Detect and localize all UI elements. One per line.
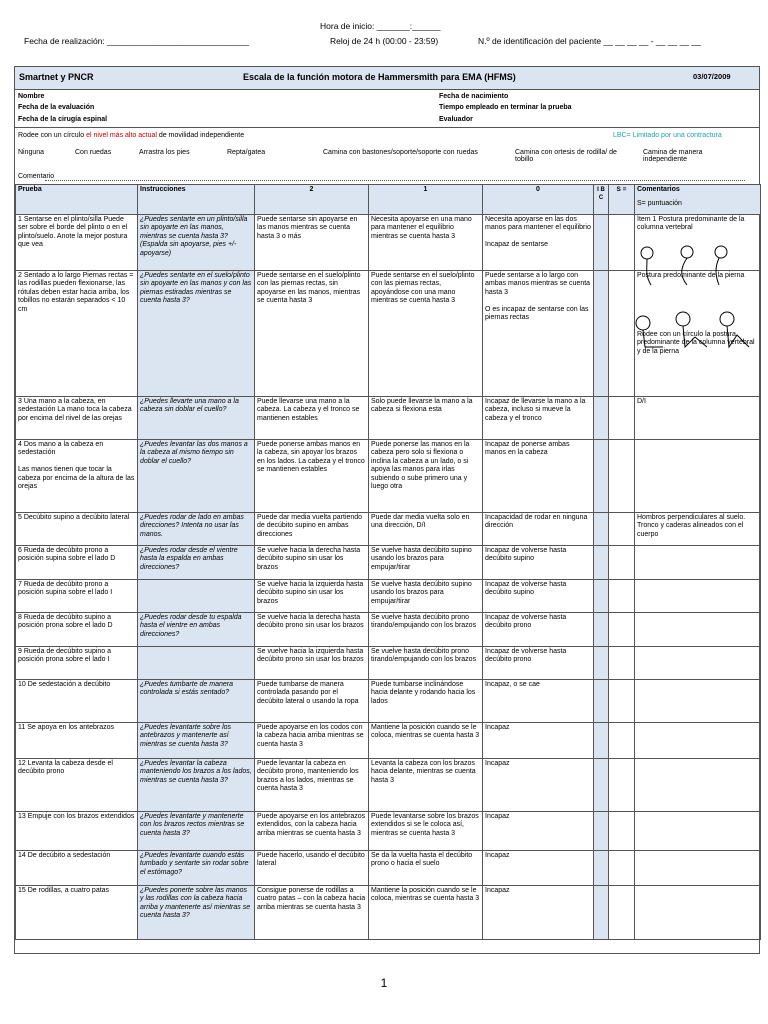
ibc-cell[interactable]	[594, 215, 609, 271]
title-bar	[15, 67, 759, 90]
prompt-text: Rodee con un círculo	[18, 132, 87, 139]
comment-cell	[635, 580, 761, 613]
score-input-cell[interactable]	[609, 759, 635, 812]
score-1-cell: Se da la vuelta hasta el decúbito prono o hacia el suelo	[369, 851, 483, 886]
prompt-highlight: el nivel más alto actual	[86, 132, 157, 139]
score-2-cell: Puede hacerlo, usando el decúbito lateral	[255, 851, 369, 886]
table-row	[16, 647, 761, 680]
instruction-cell: ¿Puedes llevarte una mano a la cabeza sin doblar el cuello?	[138, 397, 255, 440]
lbc-note: LBC= Limitado por una contractura	[613, 132, 722, 139]
mobility-option[interactable]: Camina de manera independiente	[643, 149, 703, 163]
score-0-cell: Incapaz de volverse hasta decúbito prono	[483, 647, 594, 680]
form-date: 03/07/2009	[693, 72, 731, 81]
score-0-cell: Incapaz de ponerse ambas manos en la cabeza	[483, 440, 594, 513]
test-cell: 13 Empuje con los brazos extendidos	[16, 812, 138, 851]
table-row	[16, 812, 761, 851]
score-1-cell: Se vuelve hasta decúbito prono tirando/empujando con los brazos	[369, 647, 483, 680]
score-input-cell[interactable]	[609, 851, 635, 886]
score-2-cell: Se vuelve hacia la derecha hasta decúbito prono sin usar los brazos	[255, 613, 369, 647]
score-input-cell[interactable]	[609, 440, 635, 513]
comments-title: Comentarios	[637, 186, 680, 193]
table-row	[16, 886, 761, 940]
leg-figure-straight	[636, 316, 663, 347]
test-cell: 2 Sentado a lo largo Piernas rectas = las rodillas pueden flexionarse, las rótulas deben estar hacia arriba, los tobillos no estarán separados < 10 cm	[16, 271, 138, 397]
score-1-cell: Se vuelve hasta decúbito supino usando los brazos para empujar/tirar	[369, 546, 483, 580]
instruction-cell: ¿Puedes levantar la cabeza manteniendo los brazos a los lados, mientras se cuenta hasta 3?	[138, 759, 255, 812]
comment-cell	[635, 647, 761, 680]
date-done-field[interactable]: Fecha de realización: ______________________________	[24, 36, 249, 46]
birth-date-field[interactable]: Fecha de nacimiento	[439, 93, 509, 100]
comment-cell	[635, 613, 761, 647]
ibc-cell[interactable]	[594, 546, 609, 580]
score-2-cell: Puede ponerse ambas manos en la cabeza, sin apoyar los brazos en los lados. La cabeza y el tronco se mantienen estables	[255, 440, 369, 513]
col-header-test: Prueba	[16, 185, 138, 215]
mobility-option[interactable]: Camina con ortesis de rodilla/ de tobillo	[515, 149, 617, 163]
score-1-cell: Mantiene la posición cuando se le coloca, mientras se cuenta hasta 3	[369, 886, 483, 940]
spine-figure-straight	[641, 247, 653, 285]
comment-cell	[635, 812, 761, 851]
start-time-field[interactable]: Hora de inicio: _______:______	[320, 21, 441, 31]
mobility-option[interactable]: Repta/gatea	[227, 149, 266, 156]
mobility-option[interactable]: Arrastra los pies	[139, 149, 190, 156]
ibc-cell[interactable]	[594, 580, 609, 613]
spine-figure-curved	[681, 246, 693, 285]
mobility-option[interactable]: Camina con bastones/soporte/soporte con ruedas	[323, 149, 478, 156]
table-row	[16, 397, 761, 440]
score-0-cell: Incapaz	[483, 812, 594, 851]
comment-line[interactable]	[45, 172, 745, 181]
table-row	[16, 680, 761, 723]
score-1-cell: Puede levantarse sobre los brazos extendidos si se le coloca así, mientras se cuenta hasta 3	[369, 812, 483, 851]
score-0-cell: Incapaz de volverse hasta decúbito supino	[483, 546, 594, 580]
test-cell: 7 Rueda de decúbito prono a posición supina sobre el lado I	[16, 580, 138, 613]
test-cell: 1 Sentarse en el plinto/silla Puede ser sobre el borde del plinto o en el plinto/suelo. Anote la mejor postura que vea	[16, 215, 138, 271]
score-2-cell: Puede dar media vuelta partiendo de decúbito supino en ambas direcciones	[255, 513, 369, 546]
score-2-cell: Puede apoyarse en los codos con la cabeza hacia arriba mientras se cuenta hasta 3	[255, 723, 369, 759]
test-cell: 6 Rueda de decúbito prono a posición supina sobre el lado D	[16, 546, 138, 580]
score-input-cell[interactable]	[609, 647, 635, 680]
instruction-cell: ¿Puedes tumbarte de manera controlada si estás sentado?	[138, 680, 255, 723]
ibc-cell[interactable]	[594, 613, 609, 647]
instruction-cell: ¿Puedes levantar las dos manos a la cabeza al mismo tiempo sin doblar el cuello?	[138, 440, 255, 513]
ibc-cell[interactable]	[594, 397, 609, 440]
comment-cell	[635, 680, 761, 723]
table-row	[16, 440, 761, 513]
score-2-cell: Puede tumbarse de manera controlada pasando por el decúbito lateral o usando la ropa	[255, 680, 369, 723]
score-0-cell: Puede sentarse a lo largo con ambas manos mientras se cuenta hasta 3 O es incapaz de sentarse con las piernas rectas	[483, 271, 594, 397]
col-header-s: S =	[609, 185, 635, 215]
instruction-cell: ¿Puedes rodar de lado en ambas direcciones? Intenta no usar las manos.	[138, 513, 255, 546]
score-0-cell: Incapacidad de rodar en ninguna dirección	[483, 513, 594, 546]
score-0-cell: Incapaz	[483, 851, 594, 886]
score-2-cell: Se vuelve hacia la izquierda hasta decúbito supino sin usar los brazos	[255, 580, 369, 613]
clock-label: Reloj de 24 h (00:00 - 23:59)	[330, 36, 439, 46]
comment-cell: Hombros perpendiculares al suelo. Tronco y caderas alineados con el cuerpo	[635, 513, 761, 546]
ibc-cell[interactable]	[594, 680, 609, 723]
ibc-cell[interactable]	[594, 513, 609, 546]
score-0-cell: Incapaz, o se cae	[483, 680, 594, 723]
score-2-cell: Puede sentarse en el suelo/plinto con las piernas rectas, sin apoyarse en las manos, mientras se cuenta hasta 3	[255, 271, 369, 397]
mobility-option[interactable]: Ninguna	[18, 149, 45, 156]
instruction-cell	[138, 647, 255, 680]
score-0-cell: Incapaz	[483, 759, 594, 812]
score-1-cell: Se vuelve hasta decúbito supino usando los brazos para empujar/tirar	[369, 580, 483, 613]
org-title: Smartnet y PNCR	[19, 72, 94, 82]
col-header-comments	[635, 185, 761, 215]
comment-cell	[635, 546, 761, 580]
test-cell: 14 De decúbito a sedestación	[16, 851, 138, 886]
instruction-cell: ¿Puedes sentarte en un plinto/silla sin apoyarte en las manos, mientras se cuenta hasta 3? (Espalda sin apoyarse, pies +/- apoyarse)	[138, 215, 255, 271]
table-row	[16, 723, 761, 759]
divider	[15, 127, 759, 128]
score-0-cell: Incapaz de llevarse la mano a la cabeza, incluso si mueve la cabeza y el tronco	[483, 397, 594, 440]
score-2-cell: Consigue ponerse de rodillas a cuatro patas – con la cabeza hacia arriba mientras se cuenta hasta 3	[255, 886, 369, 940]
test-cell: 5 Decúbito supino a decúbito lateral	[16, 513, 138, 546]
col-header-instructions: Instrucciones	[138, 185, 255, 215]
table-row	[16, 851, 761, 886]
test-cell: 3 Una mano a la cabeza, en sedestación La mano toca la cabeza por encima del nivel de las orejas	[16, 397, 138, 440]
mobility-prompt	[18, 132, 244, 139]
comment-cell: Ítem 1 Postura predominante de la columna vertebral	[635, 215, 761, 271]
score-input-cell[interactable]	[609, 546, 635, 580]
test-cell: 4 Dos mano a la cabeza en sedestación Las manos tienen que tocar la cabeza por encima de la altura de las orejas	[16, 440, 138, 513]
test-cell: 15 De rodillas, a cuatro patas	[16, 886, 138, 940]
test-cell: 10 De sedestación a decúbito	[16, 680, 138, 723]
ibc-cell[interactable]	[594, 271, 609, 397]
comment-cell	[635, 759, 761, 812]
time-taken-field[interactable]: Tiempo empleado en terminar la prueba	[439, 104, 572, 111]
patient-id-field[interactable]: N.º de identificación del paciente __ __ __ __ - __ __ __ __	[478, 36, 701, 46]
test-cell: 9 Rueda de decúbito supino a posición prona sobre el lado I	[16, 647, 138, 680]
score-2-cell: Se vuelve hacia la derecha hasta decúbito supino sin usar los brazos	[255, 546, 369, 580]
instruction-cell: ¿Puedes rodar desde el vientre hasta la espalda en ambas direcciones?	[138, 546, 255, 580]
score-1-cell: Puede ponerse las manos en la cabeza pero solo si flexiona o inclina la cabeza a un lado, o si apoya las manos para irlas subiendo o sube primero una y luego otra	[369, 440, 483, 513]
score-input-cell[interactable]	[609, 397, 635, 440]
surgery-date-field[interactable]: Fecha de la cirugía espinal	[18, 116, 108, 123]
instruction-cell: ¿Puedes levantarte sobre los antebrazos y mantenerte así mientras se cuenta hasta 3?	[138, 723, 255, 759]
comment-cell	[635, 723, 761, 759]
score-1-cell: Necesita apoyarse en una mano para mantener el equilibrio mientras se cuenta hasta 3	[369, 215, 483, 271]
score-2-cell: Puede llevarse una mano a la cabeza. La cabeza y el tronco se mantienen estables	[255, 397, 369, 440]
score-input-cell[interactable]	[609, 613, 635, 647]
scale-title: Escala de la función motora de Hammersmith para EMA (HFMS)	[243, 72, 516, 82]
ibc-cell[interactable]	[594, 886, 609, 940]
leg-figure-flexed	[720, 312, 749, 347]
score-1-cell: Puede tumbarse inclinándose hacia delante y rodando hacia los lados	[369, 680, 483, 723]
score-2-cell: Se vuelve hacia la izquierda hasta decúbito prono sin usar los brazos	[255, 647, 369, 680]
col-header-ibc: I B C	[594, 185, 609, 215]
comment-cell	[635, 886, 761, 940]
ibc-cell[interactable]	[594, 723, 609, 759]
ibc-cell[interactable]	[594, 440, 609, 513]
score-0-cell: Incapaz de volverse hasta decúbito supino	[483, 580, 594, 613]
table-row	[16, 546, 761, 580]
instruction-cell: ¿Puedes levantarte y mantenerte con los brazos rectos mientras se cuenta hasta 3?	[138, 812, 255, 851]
score-1-cell: Se vuelve hasta decúbito prono tirando/empujando con los brazos	[369, 613, 483, 647]
table-header-row	[16, 185, 761, 215]
instruction-cell: ¿Puedes rodar desde tu espalda hasta el vientre en ambas direcciones?	[138, 613, 255, 647]
instruction-cell	[138, 580, 255, 613]
col-header-score-2: 2	[255, 185, 369, 215]
prompt-text-end: de movilidad independiente	[156, 132, 245, 139]
score-input-cell[interactable]	[609, 513, 635, 546]
table-row	[16, 513, 761, 546]
score-2-cell: Puede levantar la cabeza en decúbito prono, manteniendo los brazos a los lados, mientras se cuenta hasta 3	[255, 759, 369, 812]
instruction-cell: ¿Puedes levantarte cuando estás tumbado y sentarte sin rodar sobre el estómago?	[138, 851, 255, 886]
ibc-cell[interactable]	[594, 851, 609, 886]
comments-note: S= puntuación	[637, 200, 682, 208]
score-input-cell[interactable]	[609, 680, 635, 723]
col-header-score-0: 0	[483, 185, 594, 215]
score-0-cell: Incapaz de volverse hasta decúbito prono	[483, 613, 594, 647]
table-row	[16, 759, 761, 812]
table-row	[16, 580, 761, 613]
spine-figure-forward	[715, 246, 727, 285]
page-number: 1	[380, 976, 388, 990]
mobility-option[interactable]: Con ruedas	[75, 149, 112, 156]
comment-cell	[635, 851, 761, 886]
form-box	[14, 66, 760, 954]
ibc-cell[interactable]	[594, 647, 609, 680]
col-header-score-1: 1	[369, 185, 483, 215]
eval-date-field[interactable]: Fecha de la evaluación	[18, 104, 95, 111]
ibc-cell[interactable]	[594, 759, 609, 812]
score-input-cell[interactable]	[609, 723, 635, 759]
comment-cell: Postura predominante de la pierna Rodee con un círculo la postura predominante de la columna vertebral y de la pierna	[635, 271, 761, 397]
score-1-cell: Levanta la cabeza con los brazos hacia delante, mientras se cuenta hasta 3	[369, 759, 483, 812]
table-row	[16, 613, 761, 647]
comment-cell: D/I	[635, 397, 761, 440]
comment-cell	[635, 440, 761, 513]
leg-figure-bent	[676, 312, 707, 347]
posture-figures	[633, 243, 753, 371]
test-cell: 11 Se apoya en los antebrazos	[16, 723, 138, 759]
score-input-cell[interactable]	[609, 812, 635, 851]
score-0-cell: Incapaz	[483, 723, 594, 759]
score-1-cell: Puede sentarse en el suelo/plinto con las piernas rectas, apoyándose con una mano mientras se cuenta hasta 3	[369, 271, 483, 397]
instruction-cell: ¿Puedes ponerte sobre las manos y las rodillas con la cabeza hacia arriba y mantenerte así mientras se cuenta hasta 3?	[138, 886, 255, 940]
score-1-cell: Mantiene la posición cuando se le coloca, mientras se cuenta hasta 3	[369, 723, 483, 759]
score-0-cell: Necesita apoyarse en las dos manos para mantener el equilibrio Incapaz de sentarse	[483, 215, 594, 271]
score-input-cell[interactable]	[609, 271, 635, 397]
instruction-cell: ¿Puedes sentarte en el suelo/plinto sin apoyarte en las manos y con las piernas estiradas mientras se cuenta hasta 3?	[138, 271, 255, 397]
score-input-cell[interactable]	[609, 215, 635, 271]
name-field[interactable]: Nombre	[18, 93, 45, 100]
score-input-cell[interactable]	[609, 580, 635, 613]
score-input-cell[interactable]	[609, 886, 635, 940]
comment-label: Comentario	[18, 173, 55, 180]
score-2-cell: Puede sentarse sin apoyarse en las manos mientras se cuenta hasta 3 o más	[255, 215, 369, 271]
evaluator-field[interactable]: Evaluador	[439, 116, 473, 123]
test-cell: 8 Rueda de decúbito supino a posición prona sobre el lado D	[16, 613, 138, 647]
ibc-cell[interactable]	[594, 812, 609, 851]
score-1-cell: Solo puede llevarse la mano a la cabeza si flexiona esta	[369, 397, 483, 440]
score-1-cell: Puede dar media vuelta solo en una dirección, D/I	[369, 513, 483, 546]
test-cell: 12 Levanta la cabeza desde el decúbito prono	[16, 759, 138, 812]
score-0-cell: Incapaz	[483, 886, 594, 940]
score-2-cell: Puede apoyarse en los antebrazos extendidos, con la cabeza hacia arriba mientras se cuenta hasta 3	[255, 812, 369, 851]
